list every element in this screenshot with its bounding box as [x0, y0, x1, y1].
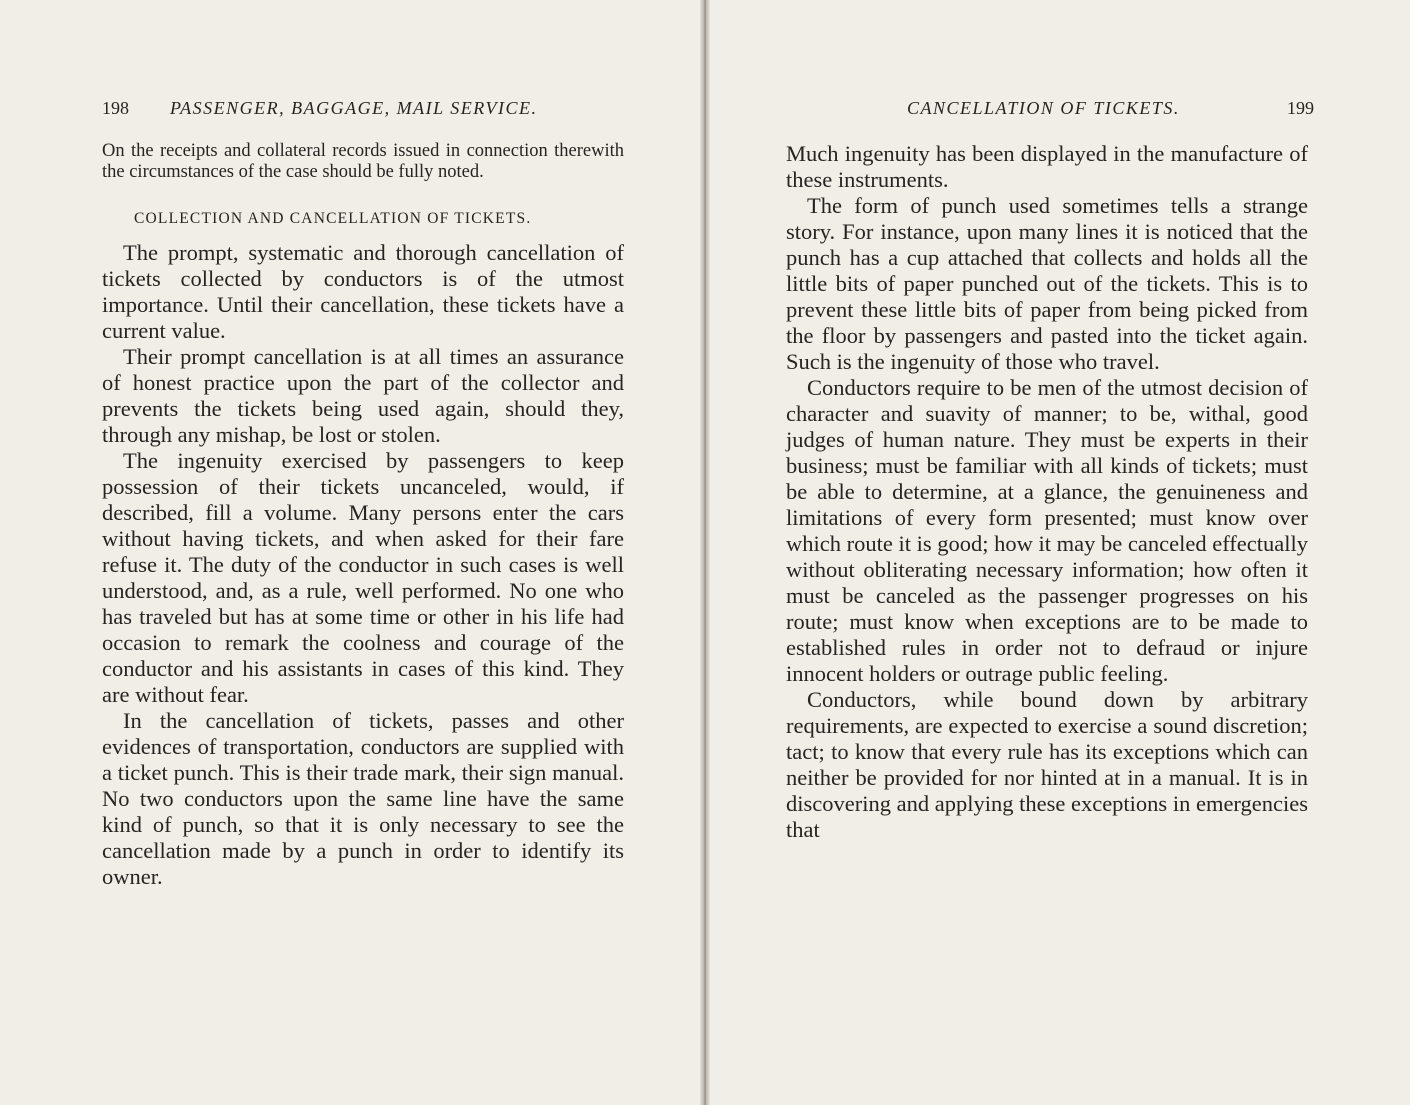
left-page: [0, 0, 704, 1105]
right-paragraph-3: Conductors, while bound down by arbitrary requirements, are expected to exercise a sound discretion; tact; to know that every rule has its exceptions which can neither be provided for nor hinted at in a manual. It is in discovering and applying these exceptions in emergencies that: [786, 687, 1308, 842]
right-text-block: [786, 141, 1308, 843]
left-small-paragraph: On the receipts and collateral records issued in connection therewith the circumstances of the case should be fully noted.: [102, 141, 624, 182]
left-paragraph-4: In the cancellation of tickets, passes and other evidences of transportation, conductors are supplied with a ticket punch. This is their trade mark, their sign manual. No two conductors upon the same line have the same kind of punch, so that it is only necessary to see the cancellation made by a punch in order to identify its owner.: [102, 708, 624, 889]
right-paragraph-1: The form of punch used sometimes tells a strange story. For instance, upon many lines it is noticed that the punch has a cup attached that collects and holds all the little bits of paper punched out of the tickets. This is to prevent these little bits of paper from being picked from the floor by passengers and pasted into the ticket again. Such is the ingenuity of those who travel.: [786, 193, 1308, 374]
right-running-title: CANCELLATION OF TICKETS.: [907, 98, 1180, 118]
left-page-number: 198: [102, 98, 129, 118]
left-running-title: PASSENGER, BAGGAGE, MAIL SERVICE.: [170, 98, 538, 118]
right-paragraph-2: Conductors require to be men of the utmost decision of character and suavity of manner; to be, withal, good judges of human nature. They must be experts in their business; must be familiar with all kinds of tickets; must be able to determine, at a glance, the genuineness and limitations of every form presented; must know over which route it is good; how it may be canceled effectually without obliterating necessary information; how often it must be canceled as the passenger progresses on his route; must know when exceptions are to be made to established rules in order not to defraud or injure innocent holders or outrage public feeling.: [786, 375, 1308, 686]
right-page: [708, 0, 1410, 1105]
left-running-head: [102, 98, 622, 124]
left-text-block: [102, 141, 624, 890]
left-paragraph-2: Their prompt cancellation is at all times an assurance of honest practice upon the part of the collector and prevents the tickets being used again, should they, through any mishap, be lost or stolen.: [102, 344, 624, 447]
left-paragraph-1: The prompt, systematic and thorough cancellation of tickets collected by conductors is of the utmost importance. Until their cancellation, these tickets have a current value.: [102, 240, 624, 343]
left-paragraph-3: The ingenuity exercised by passengers to keep possession of their tickets uncanceled, would, if described, fill a volume. Many persons enter the cars without having tickets, and when asked for their fare refuse it. The duty of the conductor in such cases is well understood, and, as a rule, well performed. No one who has traveled but has at some time or other in his life had occasion to remark the coolness and courage of the conductor and his assistants in cases of this kind. They are without fear.: [102, 448, 624, 707]
section-heading: COLLECTION AND CANCELLATION OF TICKETS.: [134, 210, 532, 227]
right-continued-paragraph: Much ingenuity has been displayed in the manufacture of these instruments.: [786, 141, 1308, 192]
right-running-head: [784, 98, 1314, 124]
right-page-number: 199: [1287, 98, 1314, 118]
